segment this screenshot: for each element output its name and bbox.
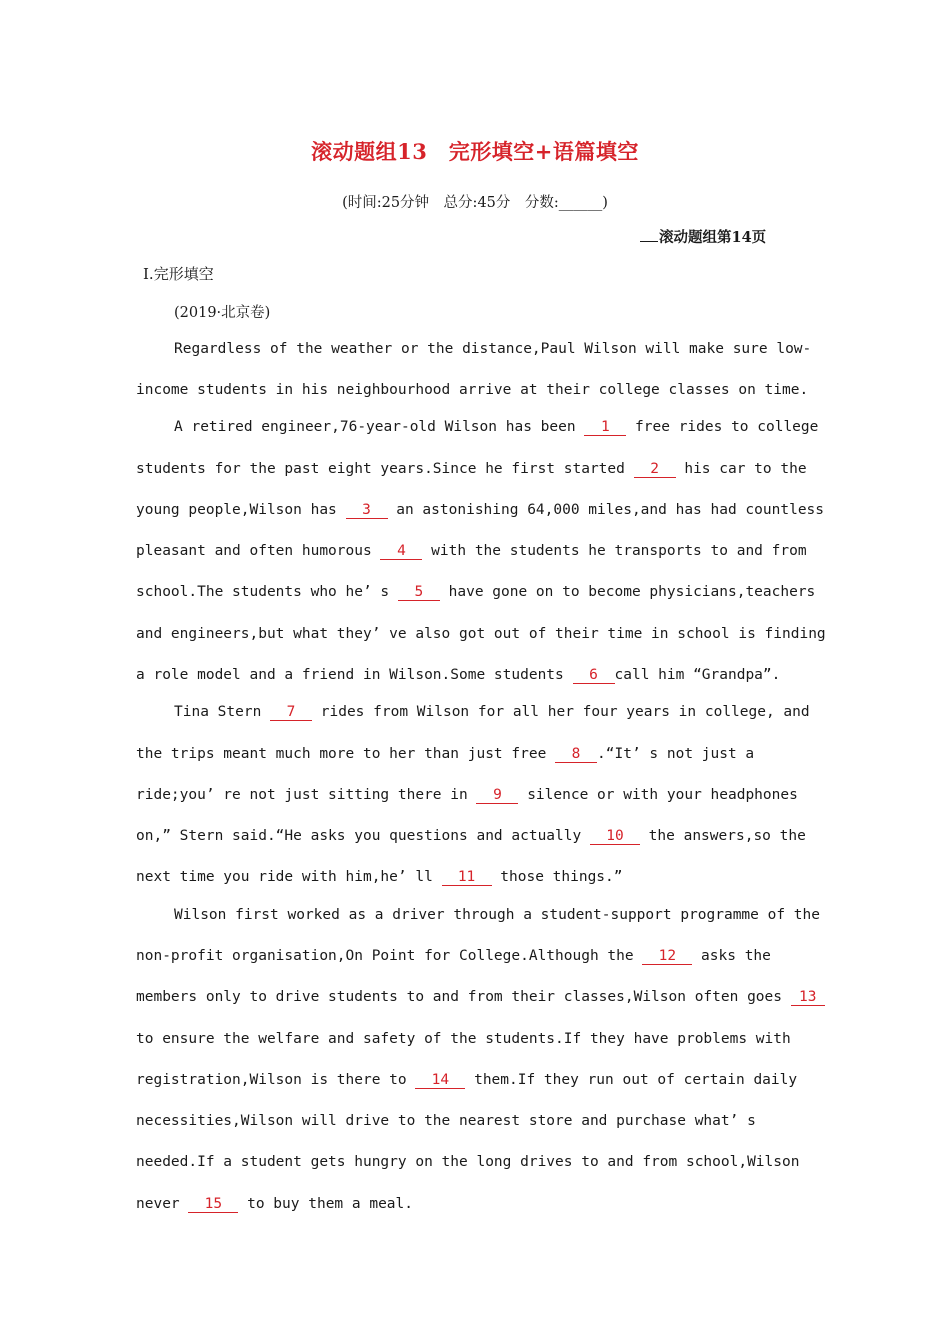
passage-text: students for the past eight years.Since he first started [136,461,634,477]
passage-text: school.The students who he’ s [136,584,398,600]
blank-2[interactable]: 2 [634,461,676,478]
blank-5[interactable]: 5 [398,584,440,601]
reference-link [640,226,766,247]
passage-text: the answers,so the [639,828,806,844]
passage-text: .“It’ s not just a [597,746,755,762]
blank-11[interactable]: 11 [442,869,492,886]
passage-text: his car to the [675,461,807,477]
passage-text: the trips meant much more to her than just free [136,746,556,762]
passage-text: members only to drive students to and from their classes,Wilson often goes [136,989,791,1005]
passage-text: pleasant and often humorous [136,543,381,559]
blank-3[interactable]: 3 [346,502,388,519]
passage-line [136,1153,799,1171]
passage-line [136,1195,413,1213]
blank-8[interactable]: 8 [555,746,597,763]
passage-line [136,947,771,965]
passage-line [136,501,824,519]
source-label: (2019·北京卷) [174,305,271,321]
exam-info: (时间:25分钟 总分:45分 分数:______) [342,195,608,211]
passage-line [136,827,806,845]
reference-text: 滚动题组第14页 [659,229,767,246]
passage-text: registration,Wilson is there to [136,1072,416,1088]
blank-14[interactable]: 14 [415,1072,465,1089]
passage-text: free rides to college [626,419,819,435]
passage-text: never [136,1196,189,1212]
passage-line [174,906,820,924]
passage-text: rides from Wilson for all her four years in college, and [312,704,810,720]
passage-text: ride;you’ re not just sitting there in [136,787,477,803]
blank-13[interactable]: 13 [791,989,825,1006]
passage-text: silence or with your headphones [518,787,798,803]
passage-text: a role model and a friend in Wilson.Some students [136,667,573,683]
blank-12[interactable]: 12 [642,948,692,965]
passage-line [136,381,808,399]
blank-9[interactable]: 9 [476,787,518,804]
passage-text: on,” Stern said.“He asks you questions and actually [136,828,590,844]
blank-4[interactable]: 4 [380,543,422,560]
underline-marker [640,241,658,242]
passage-line [136,1112,756,1130]
passage-text: young people,Wilson has [136,502,346,518]
passage-text: A retired engineer,76-year-old Wilson has been [174,419,585,435]
passage-text: Wilson first worked as a driver through a student-support programme of the [174,907,821,923]
passage-line [136,583,815,601]
passage-line [136,868,623,886]
passage-line [136,1030,791,1048]
passage-text: income students in his neighbourhood arrive at their college classes on time. [136,382,809,398]
passage-text: have gone on to become physicians,teachers [439,584,816,600]
passage-text: and engineers,but what they’ ve also got out of their time in school is finding [136,626,826,642]
passage-line [136,460,807,478]
blank-7[interactable]: 7 [270,704,312,721]
passage-line [174,418,818,436]
blank-15[interactable]: 15 [188,1196,238,1213]
passage-text: Regardless of the weather or the distance,Paul Wilson will make sure low- [174,341,812,357]
passage-line [136,988,825,1006]
passage-text: to ensure the welfare and safety of the students.If they have problems with [136,1031,791,1047]
passage-text: call him “Grandpa”. [614,667,781,683]
passage-text: asks the [692,948,771,964]
passage-text: with the students he transports to and from [422,543,807,559]
passage-text: them.If they run out of certain daily [465,1072,798,1088]
passage-line [136,1071,797,1089]
passage-text: Tina Stern [174,704,271,720]
passage-line [174,703,810,721]
passage-line [174,340,811,358]
passage-text: those things.” [491,869,623,885]
passage-text: non-profit organisation,On Point for College.Although the [136,948,643,964]
passage-line [136,786,798,804]
blank-10[interactable]: 10 [590,828,640,845]
passage-text: necessities,Wilson will drive to the nearest store and purchase what’ s [136,1113,756,1129]
passage-text: next time you ride with him,he’ ll [136,869,442,885]
passage-text: needed.If a student gets hungry on the long drives to and from school,Wilson [136,1154,800,1170]
passage-line [136,666,780,684]
blank-1[interactable]: 1 [584,419,626,436]
passage-text: an astonishing 64,000 miles,and has had countless [387,502,825,518]
passage-text: to buy them a meal. [238,1196,413,1212]
passage-line [136,542,807,560]
section-heading: Ⅰ.完形填空 [143,265,214,283]
page-title: 滚动题组13 完形填空+语篇填空 [311,139,639,164]
passage-line [136,745,754,763]
blank-6[interactable]: 6 [573,667,615,684]
passage-line [136,625,826,643]
